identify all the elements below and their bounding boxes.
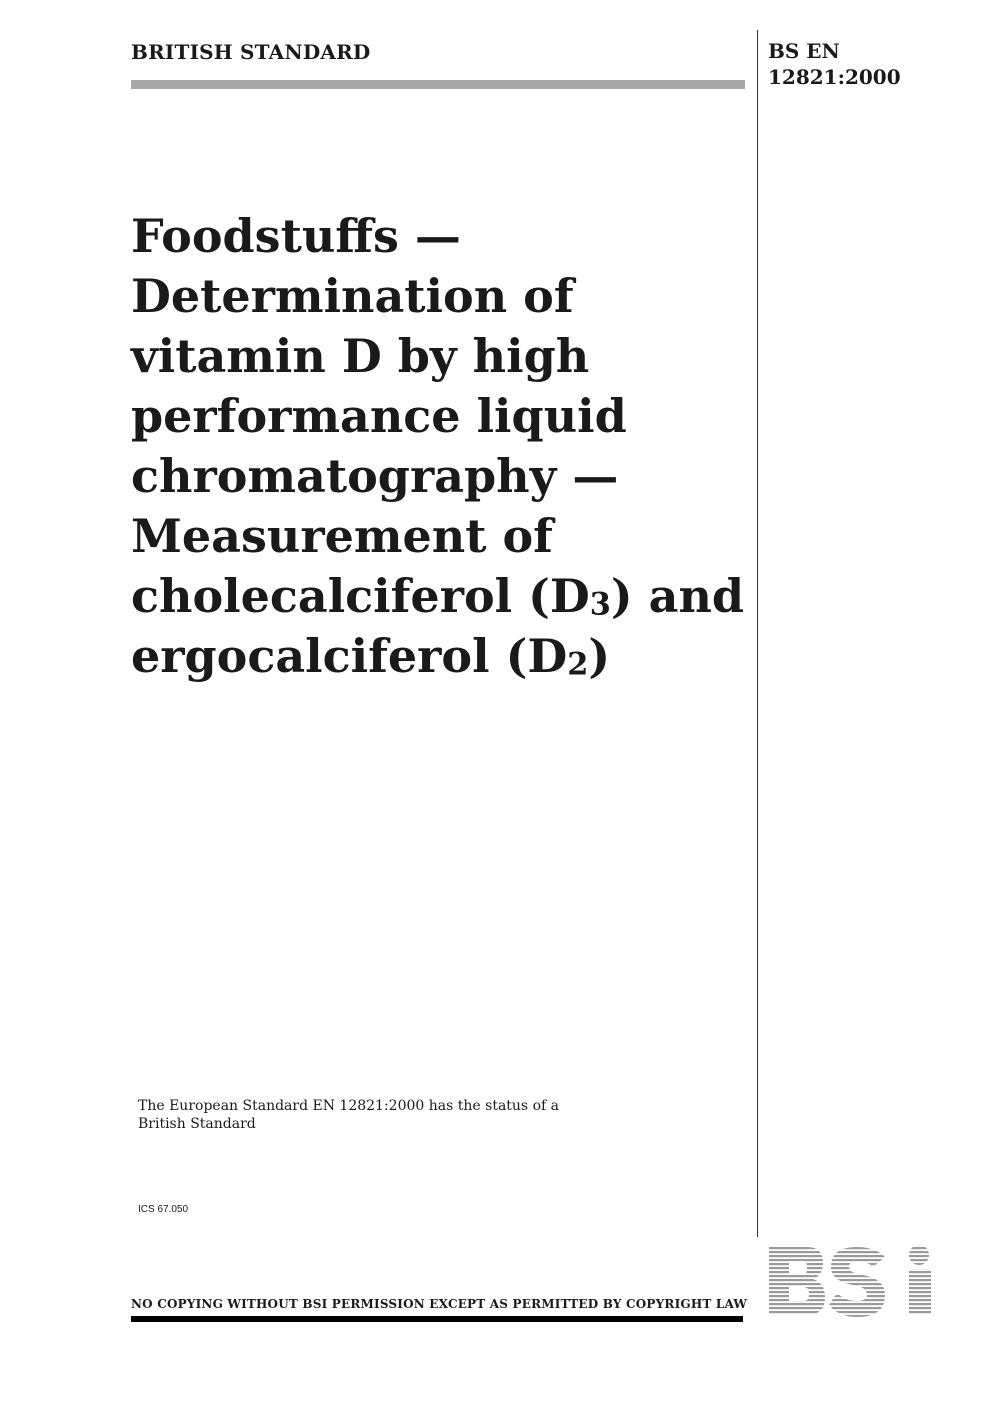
standard-number (768, 38, 901, 90)
series-label: BRITISH STANDARD (131, 40, 371, 64)
standard-number-line1: BS EN (768, 39, 840, 63)
footer-rule (131, 1316, 743, 1322)
title-line: vitamin D by high (131, 329, 590, 383)
vertical-divider (757, 30, 758, 1237)
title-line: performance liquid (131, 389, 627, 443)
status-note (138, 1097, 568, 1133)
title-line: Measurement of (131, 509, 553, 563)
copyright-notice: NO COPYING WITHOUT BSI PERMISSION EXCEPT AS PERMITTED BY COPYRIGHT LAW (131, 1297, 748, 1311)
document-title (131, 206, 746, 686)
status-note-line: The European Standard EN 12821:2000 has the status of a (138, 1098, 559, 1114)
title-text: ) and (610, 569, 745, 623)
title-text: cholecalciferol (D (131, 569, 590, 623)
title-line (131, 566, 746, 626)
title-line: chromatography — (131, 449, 619, 503)
title-line (131, 626, 746, 686)
title-text: ) (588, 629, 611, 683)
title-text: ergocalciferol (D (131, 629, 568, 683)
header-rule (131, 80, 745, 89)
title-line: Foodstuffs — (131, 209, 461, 263)
subscript: 2 (567, 646, 589, 683)
title-line: Determination of (131, 269, 574, 323)
standard-number-line2: 12821:2000 (768, 65, 901, 89)
status-note-line: British Standard (138, 1116, 256, 1132)
bsi-logo (767, 1243, 941, 1323)
ics-code: ICS 67.050 (138, 1204, 189, 1215)
subscript: 3 (589, 586, 611, 623)
